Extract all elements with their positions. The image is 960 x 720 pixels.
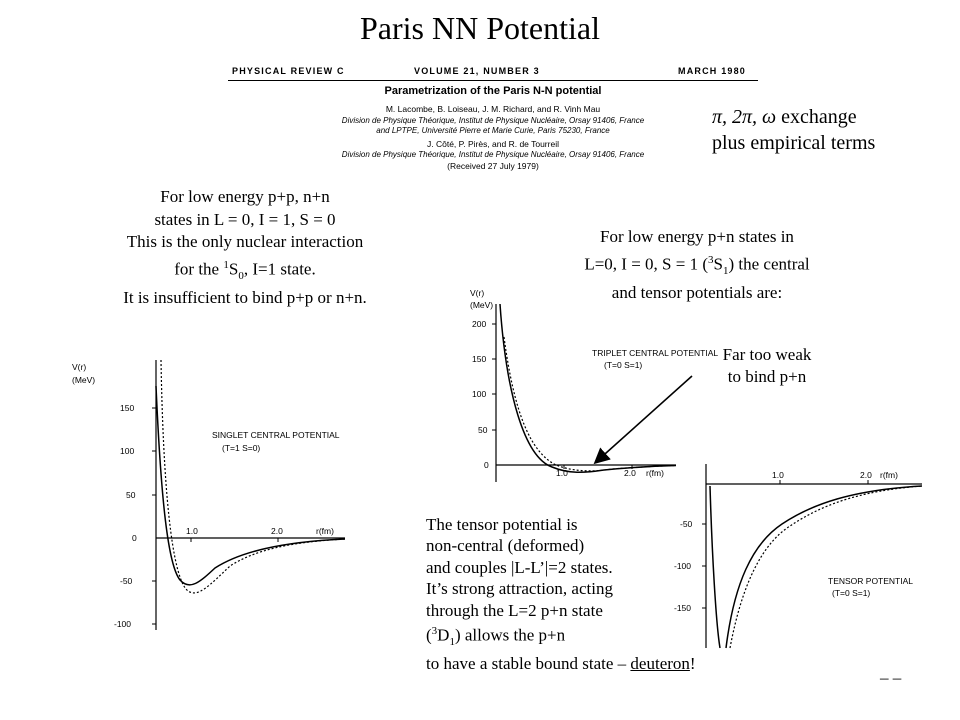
annotation-arrow <box>580 370 700 470</box>
tensor-xlabel: r(fm) <box>880 470 898 480</box>
exchange-line-2: plus empirical terms <box>712 132 876 154</box>
paper-authors-1: M. Lacombe, B. Loiseau, J. M. Richard, and R. Vinh Mau <box>385 104 601 114</box>
header-rule <box>228 80 758 81</box>
journal-volume: VOLUME 21, NUMBER 3 <box>414 66 540 76</box>
paper-affiliation-1b: and LPTPE, Université Pierre et Marie Curie, Paris 75230, France <box>376 126 610 135</box>
triplet-ytick: 0 <box>484 460 489 470</box>
pp-line-4: for the $^1S_0$, I=1 state. <box>174 258 316 282</box>
triplet-yunit: (MeV) <box>470 300 494 310</box>
weak-line-1: Far too weak <box>722 345 812 364</box>
exchange-mesons: π, 2π, ω <box>712 106 777 128</box>
tensor-line-4: It’s strong attraction, acting <box>426 579 613 599</box>
journal-date: MARCH 1980 <box>678 66 747 76</box>
singlet-ytick: 50 <box>126 490 136 500</box>
corner-dash-mark: – – <box>880 668 902 687</box>
singlet-xlabel: r(fm) <box>316 526 334 536</box>
paper-affiliation-2: Division de Physique Théorique, Institut de Physique Nucléaire, Orsay 91406, France <box>341 150 645 159</box>
triplet-ylabel: V(r) <box>470 288 485 298</box>
singlet-central-potential-plot <box>70 330 370 640</box>
far-too-weak-annotation <box>702 344 832 388</box>
triplet-xtick: 2.0 <box>624 468 636 478</box>
singlet-ytick: 0 <box>132 533 137 543</box>
tensor-ytick: -50 <box>680 519 693 529</box>
triplet-xlabel: r(fm) <box>646 468 664 478</box>
pp-line-1: For low energy p+p, n+n <box>160 187 330 206</box>
triplet-ytick: 50 <box>478 425 488 435</box>
singlet-curve-dashed <box>161 360 345 593</box>
slide-title: Paris NN Potential <box>360 10 600 46</box>
paper-header-scan <box>228 58 758 188</box>
triplet-xtick: 1.0 <box>556 468 568 478</box>
singlet-xtick: 2.0 <box>271 526 283 536</box>
triplet-ytick: 150 <box>472 354 487 364</box>
tensor-line-2: non-central (deformed) <box>426 536 585 556</box>
triplet-caption-2: (T=0 S=1) <box>604 360 643 370</box>
paper-received: (Received 27 July 1979) <box>447 161 539 171</box>
paper-affiliation-1a: Division de Physique Théorique, Institut de Physique Nucléaire, Orsay 91406, France <box>341 116 645 125</box>
tensor-explanation-text <box>426 514 696 675</box>
journal-name: PHYSICAL REVIEW C <box>232 66 345 76</box>
exchange-word: exchange <box>776 106 857 128</box>
tensor-line-5: through the L=2 p+n state <box>426 600 603 620</box>
tensor-caption-1: TENSOR POTENTIAL <box>828 576 914 586</box>
singlet-ytick: 150 <box>120 403 135 413</box>
tensor-curve-solid-left <box>710 486 720 648</box>
singlet-ytick: 100 <box>120 446 135 456</box>
weak-line-2: to bind p+n <box>727 367 807 386</box>
triplet-ytick: 200 <box>472 319 487 329</box>
pp-line-3: This is the only nuclear interaction <box>126 232 364 251</box>
singlet-caption-1: SINGLET CENTRAL POTENTIAL <box>212 430 340 440</box>
deuteron-word: deuteron <box>630 654 690 674</box>
paper-title: Parametrization of the Paris N-N potential <box>384 85 602 97</box>
pn-line-1: For low energy p+n states in <box>600 227 794 246</box>
tensor-line-7: to have a stable bound state – deuteron! <box>426 654 696 674</box>
singlet-caption-2: (T=1 S=0) <box>222 443 261 453</box>
triplet-caption-1: TRIPLET CENTRAL POTENTIAL <box>592 348 719 358</box>
pp-line-5: It is insufficient to bind p+p or n+n. <box>123 288 367 308</box>
tensor-xtick: 1.0 <box>772 470 784 480</box>
pn-line-3: and tensor potentials are: <box>611 283 783 303</box>
exchange-note <box>712 104 875 156</box>
pp-line-2: states in L = 0, I = 1, S = 0 <box>154 209 336 229</box>
paper-authors-2: J. Côté, P. Pirès, and R. de Tourreil <box>427 139 559 149</box>
tensor-xtick: 2.0 <box>860 470 872 480</box>
triplet-ytick: 100 <box>472 389 487 399</box>
tensor-line-3: and couples |L-L’|=2 states. <box>426 557 613 577</box>
tensor-curve-dashed <box>730 486 922 648</box>
singlet-xtick: 1.0 <box>186 526 198 536</box>
tensor-ytick: -150 <box>674 603 692 613</box>
singlet-yunit: (MeV) <box>72 375 96 385</box>
tensor-line-1: The tensor potential is <box>426 515 578 534</box>
pn-line-2: L=0, I = 0, S = 1 $(^3S_1)$ the central <box>584 253 810 277</box>
tensor-line-6: $(^3D_1)$ allows the p+n <box>426 625 566 649</box>
tensor-potential-plot <box>672 424 932 650</box>
singlet-ylabel: V(r) <box>72 362 87 372</box>
low-energy-pp-text <box>60 186 430 310</box>
tensor-caption-2: (T=0 S=1) <box>832 588 871 598</box>
singlet-ytick: -100 <box>114 619 132 629</box>
singlet-ytick: -50 <box>120 576 133 586</box>
tensor-ytick: -100 <box>674 561 692 571</box>
